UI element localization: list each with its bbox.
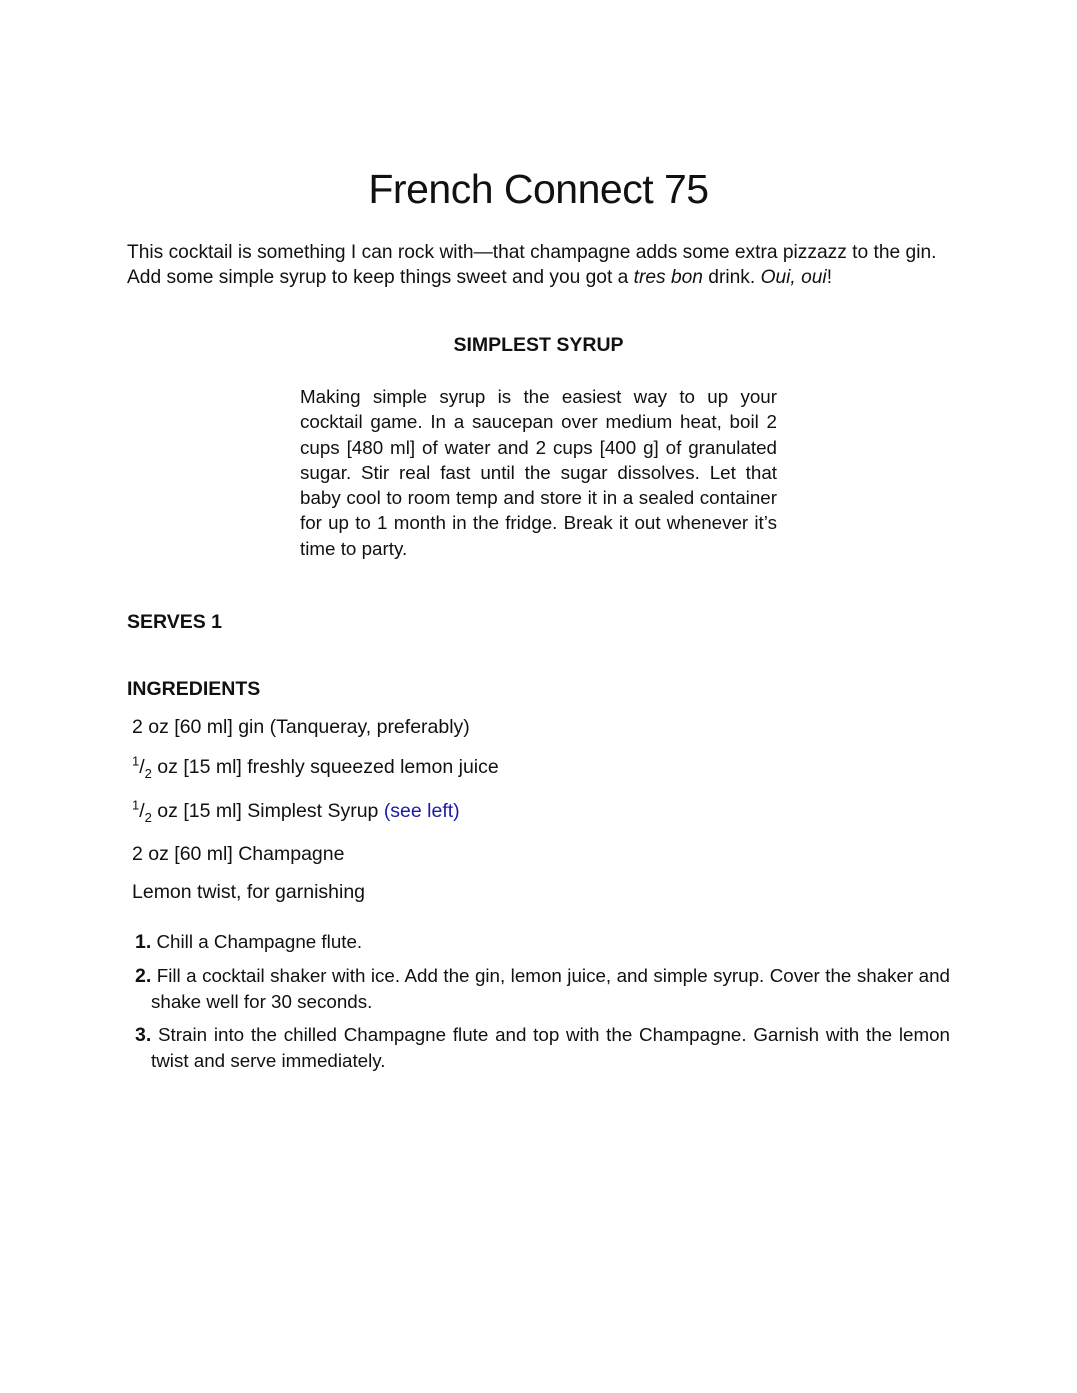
- intro-italic-1: tres bon: [633, 267, 703, 288]
- step-item: [135, 929, 950, 956]
- steps-list: [135, 929, 950, 1081]
- ingredient-item: 2 oz [60 ml] gin (Tanqueray, preferably): [132, 716, 470, 738]
- see-left-link[interactable]: (see left): [383, 800, 460, 822]
- ingredient-text: oz [15 ml] Simplest Syrup: [151, 800, 384, 822]
- step-number: 3.: [135, 1023, 152, 1046]
- fraction: $^1/_2$: [132, 797, 152, 825]
- fraction-denominator: 2: [144, 765, 152, 781]
- intro-text-2: drink.: [702, 267, 761, 288]
- step-item: [135, 1022, 950, 1074]
- ingredients-heading: INGREDIENTS: [127, 678, 261, 700]
- ingredient-item: [132, 753, 499, 781]
- page-title: French Connect 75: [368, 166, 709, 212]
- ingredient-text: oz [15 ml] freshly squeezed lemon juice: [151, 756, 499, 778]
- step-item: [135, 963, 950, 1015]
- fraction-denominator: 2: [144, 809, 152, 825]
- sidebar-text: Making simple syrup is the easiest way to up your cocktail game. In a saucepan over medium heat, boil 2 cups [480 ml] of water and 2 cups [400 g] of granulated sugar. Stir real fast until the sugar dissolves. Let that baby cool to room temp and store it in a sealed container for up to 1 month in the fridge. Break it out whenever it’s time to party.: [300, 386, 777, 559]
- intro-text-1: This cocktail is something I can rock with—that champagne adds some extra pizzazz to the gin. Add some simple syrup to keep things sweet and you got a: [127, 242, 937, 288]
- fraction-numerator: 1: [132, 797, 140, 813]
- serves-label: SERVES 1: [127, 611, 223, 633]
- step-text: Fill a cocktail shaker with ice. Add the gin, lemon juice, and simple syrup. Cover the shaker and shake well for 30 seconds.: [151, 964, 951, 1012]
- intro-paragraph: [127, 240, 957, 290]
- step-text: Strain into the chilled Champagne flute and top with the Champagne. Garnish with the lemon twist and serve immediately.: [151, 1023, 951, 1071]
- ingredient-item: Lemon twist, for garnishing: [132, 881, 366, 903]
- fraction-numerator: 1: [132, 753, 140, 769]
- fraction: $^1/_2$: [132, 753, 152, 781]
- ingredient-item: [132, 797, 460, 825]
- step-number: 2.: [135, 964, 152, 987]
- ingredient-item: 2 oz [60 ml] Champagne: [132, 843, 345, 865]
- sidebar-title: SIMPLEST SYRUP: [453, 334, 624, 356]
- step-number: 1.: [135, 931, 152, 953]
- step-text: Chill a Champagne flute.: [156, 931, 363, 952]
- intro-text-3: !: [826, 267, 833, 288]
- intro-italic-2: Oui, oui: [760, 267, 827, 288]
